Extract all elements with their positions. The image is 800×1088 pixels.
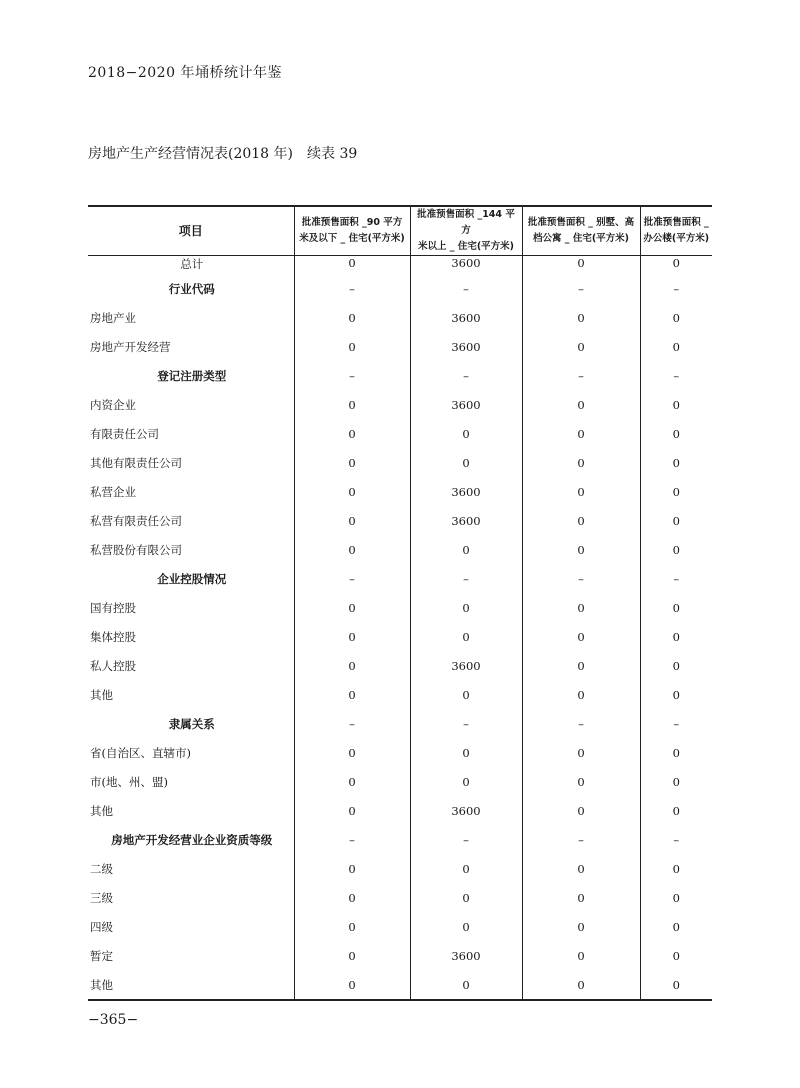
table-row [88, 912, 712, 941]
row-label: 暂定 [90, 948, 113, 963]
cell-col-1: 0 [294, 738, 410, 767]
cell-col-1: 0 [294, 448, 410, 477]
cell-col-2: – [410, 825, 522, 854]
cell-col-1: 0 [294, 883, 410, 912]
cell-col-2: – [410, 564, 522, 593]
table-row [88, 622, 712, 651]
cell-col-2: 3600 [410, 651, 522, 680]
cell-col-3: 0 [522, 390, 640, 419]
page-number: −365− [88, 1012, 139, 1028]
cell-col-4: 0 [640, 477, 712, 506]
cell-col-4: 0 [640, 854, 712, 883]
header-col-2-line-2: 米以上 _ 住宅(平方米) [417, 241, 515, 252]
row-label: 三级 [90, 890, 113, 905]
table-header-row [88, 206, 712, 256]
table-row [88, 506, 712, 535]
cell-col-2: 0 [410, 767, 522, 796]
table-row [88, 854, 712, 883]
row-label: 总计 [180, 257, 204, 271]
row-label: 房地产开发经营业企业资质等级 [111, 832, 273, 847]
cell-col-2: – [410, 361, 522, 390]
cell-col-1: 0 [294, 912, 410, 941]
cell-col-3: – [522, 825, 640, 854]
table-row [88, 593, 712, 622]
section-row [88, 825, 712, 854]
cell-col-4: 0 [640, 883, 712, 912]
row-label: 集体控股 [90, 629, 136, 644]
cell-col-2: 0 [410, 535, 522, 564]
cell-col-4: 0 [640, 256, 712, 275]
cell-col-4: – [640, 825, 712, 854]
running-head: 2018−2020 年埇桥统计年鉴 [88, 65, 282, 81]
row-label: 省(自治区、直辖市) [90, 745, 191, 760]
cell-col-4: 0 [640, 941, 712, 970]
table-row [88, 390, 712, 419]
cell-col-4: 0 [640, 767, 712, 796]
cell-col-1: 0 [294, 680, 410, 709]
section-row [88, 564, 712, 593]
cell-col-4: 0 [640, 303, 712, 332]
cell-col-2: 3600 [410, 796, 522, 825]
cell-col-1: 0 [294, 767, 410, 796]
cell-col-4: 0 [640, 622, 712, 651]
table-row [88, 419, 712, 448]
cell-col-3: 0 [522, 854, 640, 883]
cell-col-3: 0 [522, 738, 640, 767]
cell-col-1: 0 [294, 419, 410, 448]
cell-col-4: 0 [640, 738, 712, 767]
cell-col-1: 0 [294, 506, 410, 535]
cell-col-4: – [640, 709, 712, 738]
row-label: 企业控股情况 [157, 571, 227, 586]
cell-col-2: 0 [410, 883, 522, 912]
table-row [88, 738, 712, 767]
header-col-1 [294, 206, 410, 256]
cell-col-1: 0 [294, 593, 410, 622]
cell-col-4: – [640, 274, 712, 303]
cell-col-1: – [294, 709, 410, 738]
header-col-2 [410, 206, 522, 256]
cell-col-3: 0 [522, 256, 640, 275]
table-title: 房地产生产经营情况表(2018 年) 续表 39 [88, 146, 358, 162]
cell-col-2: 0 [410, 419, 522, 448]
row-label: 其他有限责任公司 [90, 455, 182, 470]
cell-col-3: 0 [522, 303, 640, 332]
row-label: 有限责任公司 [90, 426, 159, 441]
cell-col-3: 0 [522, 912, 640, 941]
cell-col-3: 0 [522, 332, 640, 361]
table-row [88, 970, 712, 1000]
cell-col-4: 0 [640, 448, 712, 477]
cell-col-1: 0 [294, 796, 410, 825]
header-col-4 [640, 206, 712, 256]
cell-col-1: – [294, 825, 410, 854]
row-label: 私营有限责任公司 [90, 513, 182, 528]
cell-col-1: – [294, 361, 410, 390]
row-label: 其他 [90, 803, 113, 818]
row-label: 登记注册类型 [157, 368, 227, 383]
cell-col-3: 0 [522, 883, 640, 912]
cell-col-4: 0 [640, 912, 712, 941]
table-row [88, 535, 712, 564]
cell-col-3: 0 [522, 506, 640, 535]
cell-col-2: 3600 [410, 390, 522, 419]
cell-col-2: 0 [410, 854, 522, 883]
row-label: 私营股份有限公司 [90, 542, 182, 557]
cell-col-2: 0 [410, 912, 522, 941]
cell-col-2: – [410, 274, 522, 303]
table-row [88, 448, 712, 477]
table-row [88, 796, 712, 825]
row-label: 隶属关系 [168, 716, 215, 731]
cell-col-3: 0 [522, 970, 640, 1000]
cell-col-1: 0 [294, 332, 410, 361]
cell-col-4: 0 [640, 419, 712, 448]
data-table [88, 205, 712, 1001]
cell-col-1: 0 [294, 854, 410, 883]
row-label: 其他 [88, 970, 294, 1000]
header-col-1-line-1: 批准预售面积 _90 平方 [301, 217, 403, 228]
row-label: 四级 [90, 919, 113, 934]
cell-col-4: 0 [640, 332, 712, 361]
row-label: 私营企业 [90, 484, 136, 499]
table-row [88, 767, 712, 796]
cell-col-3: 0 [522, 622, 640, 651]
total-row [88, 256, 712, 275]
cell-col-2: 3600 [410, 332, 522, 361]
cell-col-4: 0 [640, 593, 712, 622]
cell-col-4: 0 [640, 970, 712, 1000]
row-label: 私人控股 [90, 658, 136, 673]
cell-col-2: 3600 [410, 256, 522, 275]
cell-col-1: – [294, 564, 410, 593]
cell-col-4: 0 [640, 796, 712, 825]
cell-col-4: 0 [640, 680, 712, 709]
cell-col-1: 0 [294, 970, 410, 1000]
cell-col-3: – [522, 274, 640, 303]
table-row [88, 651, 712, 680]
row-label: 二级 [90, 861, 113, 876]
cell-col-3: 0 [522, 593, 640, 622]
header-col-3-line-2: 档公寓 _ 住宅(平方米) [532, 233, 630, 244]
cell-col-2: 0 [410, 448, 522, 477]
cell-col-1: 0 [294, 622, 410, 651]
row-label: 房地产开发经营 [90, 339, 171, 354]
cell-col-1: – [294, 274, 410, 303]
cell-col-3: 0 [522, 941, 640, 970]
cell-col-3: – [522, 709, 640, 738]
cell-col-3: 0 [522, 419, 640, 448]
cell-col-3: 0 [522, 448, 640, 477]
cell-col-3: 0 [522, 796, 640, 825]
cell-col-1: 0 [294, 535, 410, 564]
section-row [88, 361, 712, 390]
cell-col-2: 3600 [410, 506, 522, 535]
header-col-1-line-2: 米及以下 _ 住宅(平方米) [299, 233, 405, 244]
cell-col-1: 0 [294, 303, 410, 332]
cell-col-2: 0 [410, 738, 522, 767]
table-row [88, 332, 712, 361]
data-table-container [88, 205, 712, 1001]
cell-col-3: 0 [522, 767, 640, 796]
section-row [88, 274, 712, 303]
table-row [88, 883, 712, 912]
header-col-2-line-1: 批准预售面积 _144 平方 [417, 209, 515, 236]
cell-col-4: – [640, 361, 712, 390]
cell-col-2: 0 [410, 593, 522, 622]
cell-col-4: 0 [640, 535, 712, 564]
row-label: 房地产业 [90, 310, 136, 325]
header-col-3 [522, 206, 640, 256]
cell-col-1: 0 [294, 256, 410, 275]
cell-col-3: 0 [522, 651, 640, 680]
cell-col-1: 0 [294, 390, 410, 419]
header-item: 项目 [88, 206, 294, 256]
cell-col-2: – [410, 709, 522, 738]
cell-col-2: 0 [410, 680, 522, 709]
cell-col-2: 0 [410, 970, 522, 1000]
cell-col-3: – [522, 361, 640, 390]
table-body [88, 256, 712, 1001]
row-label: 行业代码 [168, 281, 215, 296]
cell-col-1: 0 [294, 941, 410, 970]
cell-col-2: 0 [410, 622, 522, 651]
cell-col-1: 0 [294, 651, 410, 680]
cell-col-2: 3600 [410, 477, 522, 506]
table-row [88, 303, 712, 332]
cell-col-1: 0 [294, 477, 410, 506]
cell-col-4: – [640, 564, 712, 593]
cell-col-2: 3600 [410, 303, 522, 332]
cell-col-3: 0 [522, 535, 640, 564]
row-label: 国有控股 [90, 600, 136, 615]
section-row [88, 709, 712, 738]
header-col-4-line-1: 批准预售面积 _ [643, 217, 709, 228]
table-row [88, 680, 712, 709]
cell-col-2: 3600 [410, 941, 522, 970]
row-label: 市(地、州、盟) [90, 774, 168, 789]
cell-col-3: 0 [522, 477, 640, 506]
table-header [88, 206, 712, 256]
header-col-4-line-2: 办公楼(平方米) [643, 233, 710, 244]
table-row [88, 477, 712, 506]
table-row [88, 941, 712, 970]
row-label: 内资企业 [90, 397, 136, 412]
cell-col-3: 0 [522, 680, 640, 709]
cell-col-3: – [522, 564, 640, 593]
cell-col-4: 0 [640, 390, 712, 419]
cell-col-4: 0 [640, 651, 712, 680]
row-label: 其他 [90, 687, 113, 702]
header-col-3-line-1: 批准预售面积 _ 别墅、高 [527, 217, 635, 228]
cell-col-4: 0 [640, 506, 712, 535]
